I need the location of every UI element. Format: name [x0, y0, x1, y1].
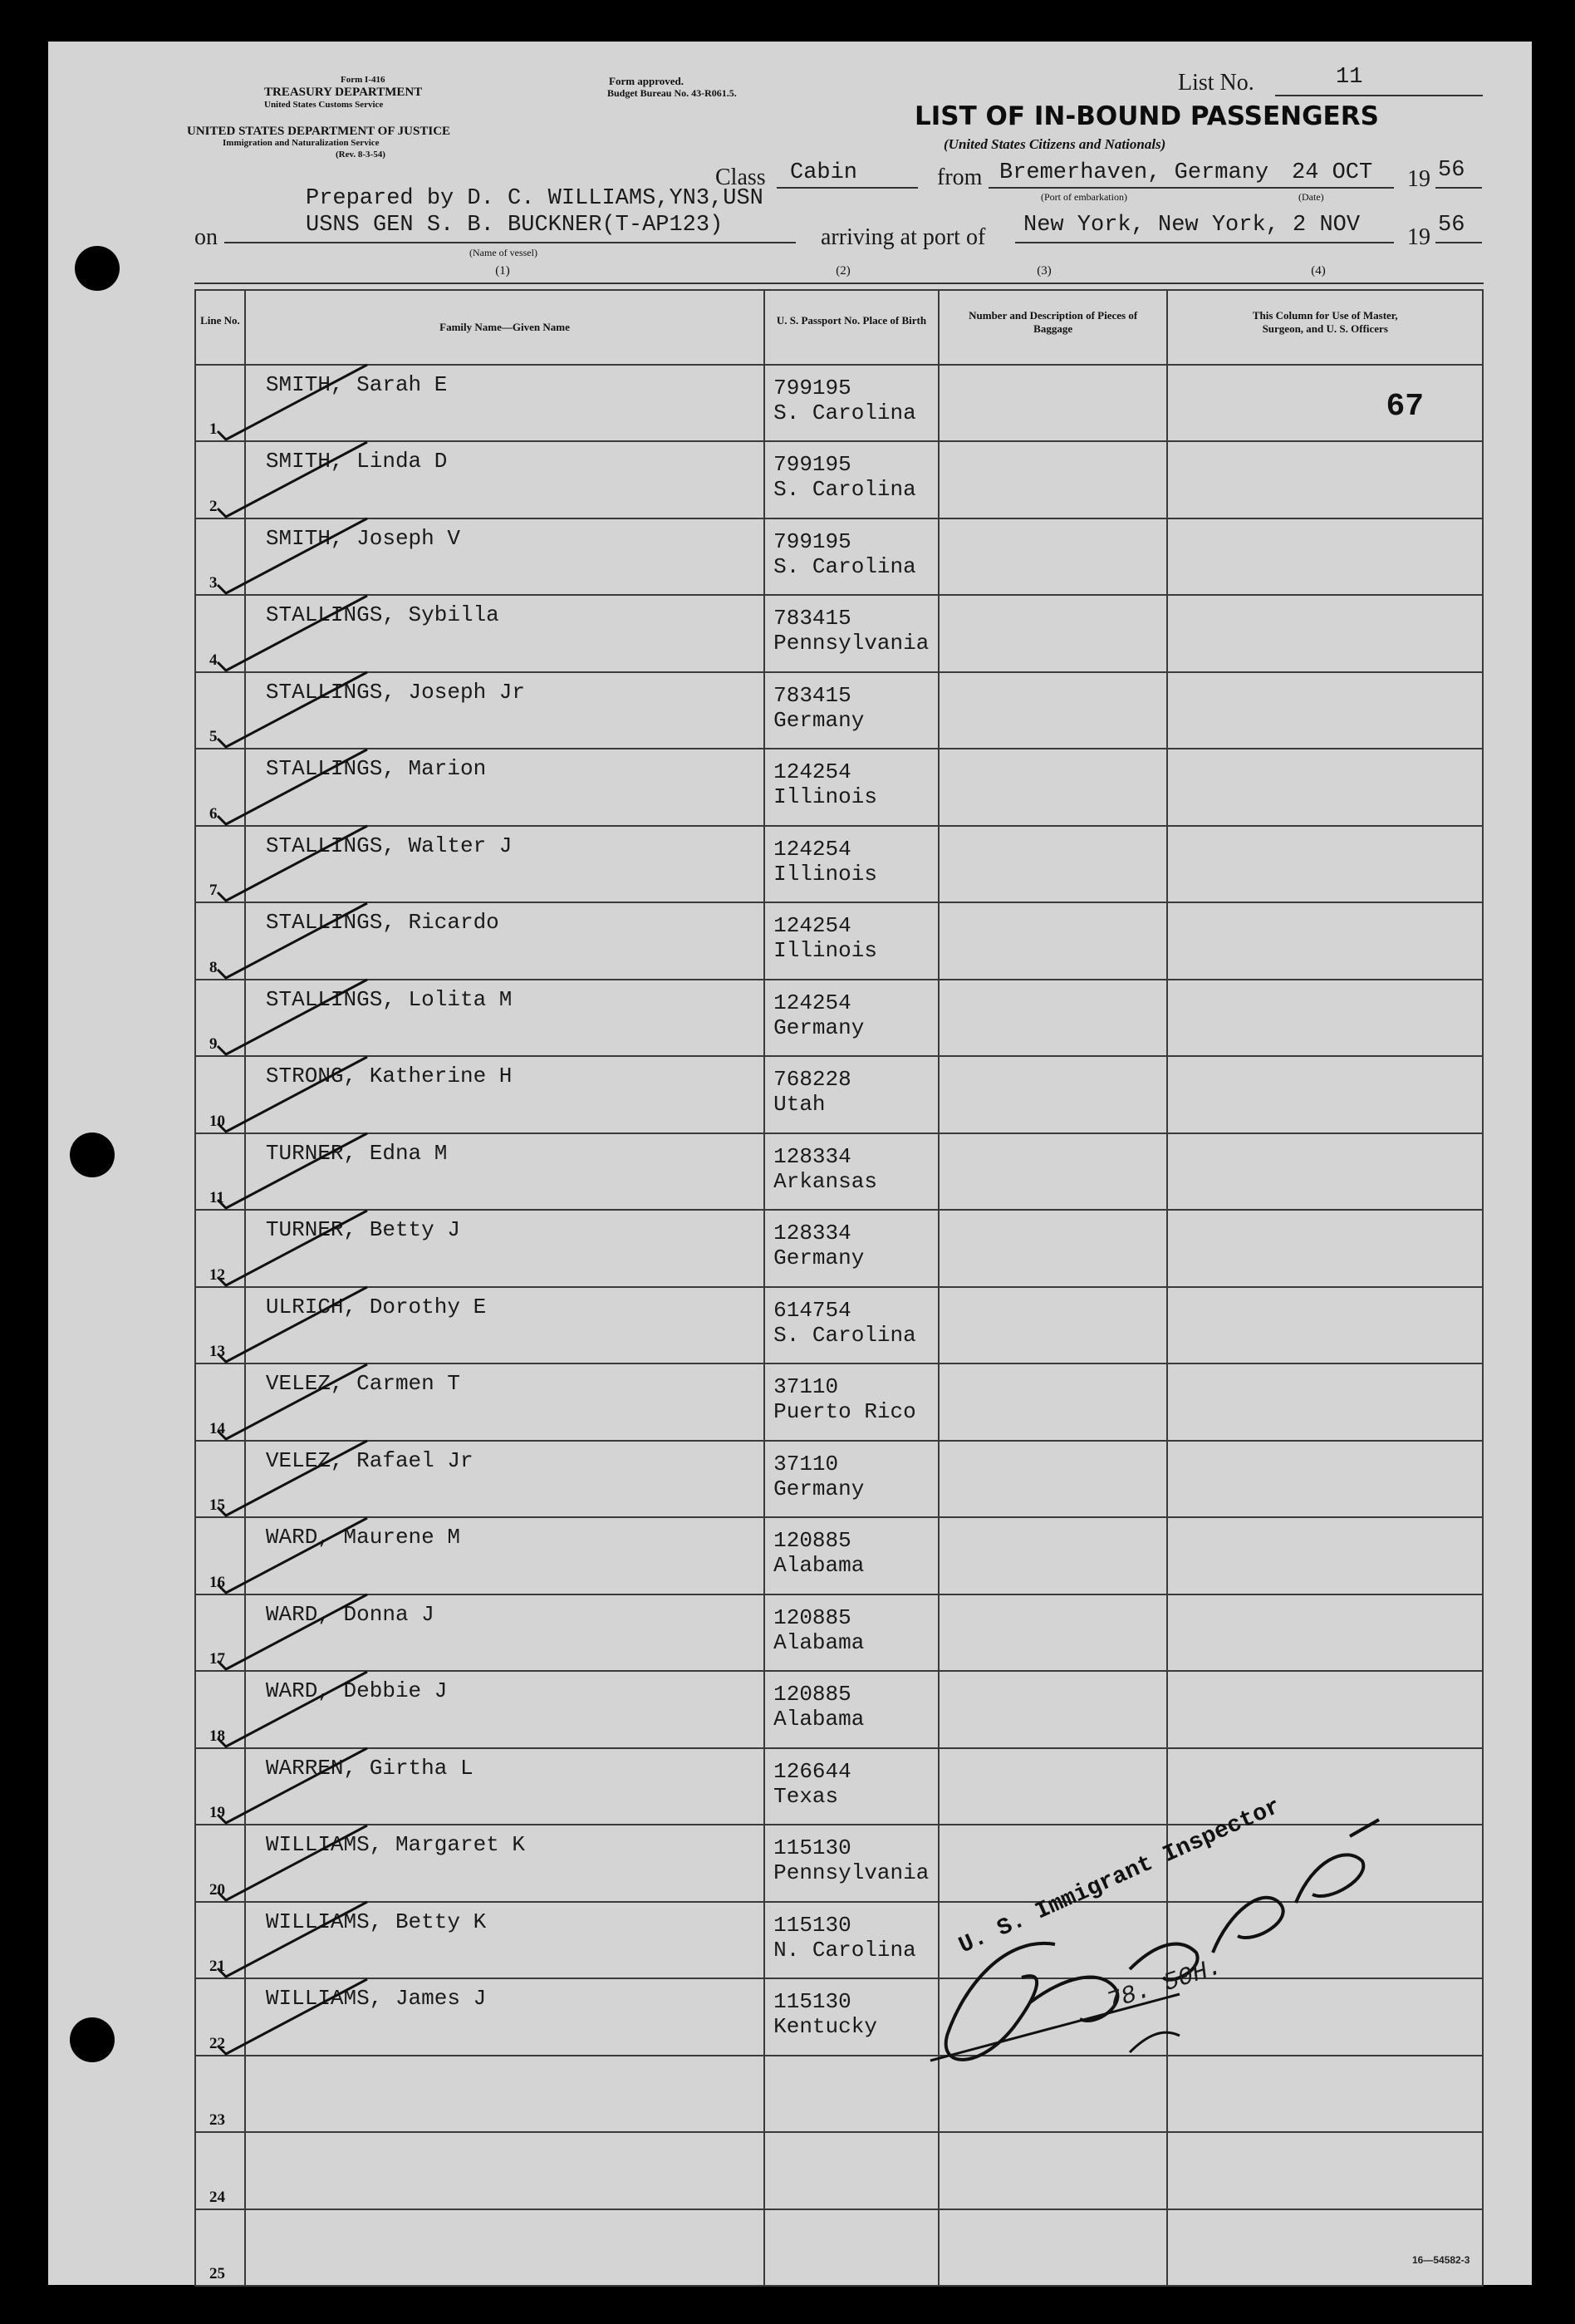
baggage-cell: [939, 902, 1168, 980]
passport-cell: [764, 1133, 939, 1210]
passenger-name: WILLIAMS, Margaret K: [265, 1832, 525, 1857]
passenger-name: VELEZ, Carmen T: [265, 1371, 460, 1396]
punch-hole: [75, 246, 120, 291]
name-cell: [245, 1133, 764, 1210]
line-number: 18: [209, 1727, 225, 1745]
officer-cell: [1167, 902, 1483, 980]
officer-cell: [1167, 1363, 1483, 1441]
passenger-name: WARD, Debbie J: [265, 1678, 448, 1703]
form-number: Form I-416: [341, 75, 385, 85]
passenger-name: WARREN, Girtha L: [265, 1756, 473, 1781]
document-title: LIST OF IN-BOUND PASSENGERS: [915, 101, 1379, 131]
table-row: [195, 672, 1483, 749]
passenger-name: STALLINGS, Walter J: [265, 833, 513, 858]
line-no-cell: [195, 1441, 245, 1517]
baggage-cell: [939, 980, 1168, 1056]
line-number: 15: [209, 1496, 225, 1514]
passport-number: 799195: [773, 452, 851, 477]
place-of-birth: Pennsylvania: [773, 631, 930, 656]
place-of-birth: S. Carolina: [773, 554, 916, 579]
line-no-cell: [195, 1056, 245, 1133]
class-line: [777, 187, 918, 189]
arrival-year: 56: [1438, 213, 1465, 238]
name-cell: [245, 1056, 764, 1133]
passport-number: 124254: [773, 913, 851, 938]
passport-cell: [764, 441, 939, 518]
table-row: [195, 1056, 1483, 1133]
place-of-birth: Alabama: [773, 1707, 865, 1732]
passport-cell: [764, 595, 939, 672]
name-cell: [245, 672, 764, 749]
passport-cell: [764, 365, 939, 441]
port-caption: (Port of embarkation): [1041, 191, 1127, 203]
prepared-by: Prepared by D. C. WILLIAMS,YN3,USN: [306, 186, 763, 211]
line-no-cell: [195, 1363, 245, 1441]
list-no-label: List No.: [1178, 70, 1254, 96]
passenger-name: TURNER, Edna M: [265, 1141, 448, 1166]
baggage-cell: [939, 595, 1168, 672]
passenger-name: SMITH, Sarah E: [265, 372, 448, 397]
vessel-name: USNS GEN S. B. BUCKNER(T-AP123): [306, 213, 724, 238]
col-num-2: (2): [836, 264, 851, 278]
table-row: [195, 902, 1483, 980]
place-of-birth: Illinois: [773, 784, 877, 809]
officer-cell: [1167, 672, 1483, 749]
name-cell: [245, 1902, 764, 1978]
baggage-cell: [939, 1517, 1168, 1594]
col-num-4: (4): [1311, 264, 1326, 278]
place-of-birth: Arkansas: [773, 1169, 877, 1194]
line-number: 17: [209, 1650, 225, 1668]
baggage-cell: [939, 1210, 1168, 1287]
col-header-name: Family Name—Given Name: [245, 290, 764, 365]
officer-cell: [1167, 365, 1483, 441]
place-of-birth: Pennsylvania: [773, 1860, 930, 1885]
name-cell: [245, 2056, 764, 2132]
passport-cell: [764, 672, 939, 749]
name-cell: [245, 902, 764, 980]
line-no-cell: [195, 749, 245, 826]
line-no-cell: [195, 1978, 245, 2056]
name-cell: [245, 2132, 764, 2209]
line-number: 5: [209, 728, 218, 745]
passport-cell: [764, 1517, 939, 1594]
name-cell: [245, 1210, 764, 1287]
arrival-year-line: [1435, 242, 1482, 243]
line-number: 24: [209, 2189, 225, 2206]
header-rule: [194, 283, 1484, 284]
revision: (Rev. 8-3-54): [336, 150, 385, 160]
line-no-cell: [195, 2132, 245, 2209]
passport-number: 128334: [773, 1144, 851, 1169]
line-number: 25: [209, 2265, 225, 2282]
line-number: 22: [209, 2035, 225, 2052]
table-row: [195, 1441, 1483, 1517]
passport-number: 783415: [773, 606, 851, 631]
officer-cell: [1167, 1594, 1483, 1671]
line-no-cell: [195, 1287, 245, 1363]
passenger-name: SMITH, Joseph V: [265, 526, 460, 551]
passport-cell: [764, 1056, 939, 1133]
officer-cell: [1167, 1133, 1483, 1210]
line-no-cell: [195, 826, 245, 902]
passport-number: 120885: [773, 1682, 851, 1707]
line-no-cell: [195, 2209, 245, 2286]
baggage-cell: [939, 672, 1168, 749]
line-no-cell: [195, 1210, 245, 1287]
place-of-birth: Illinois: [773, 862, 877, 887]
baggage-cell: [939, 1441, 1168, 1517]
table-row: [195, 1287, 1483, 1363]
baggage-cell: [939, 365, 1168, 441]
arrival-line: [1015, 242, 1394, 243]
place-of-birth: Illinois: [773, 938, 877, 963]
line-number: 8: [209, 959, 218, 976]
line-number: 6: [209, 805, 218, 823]
line-no-cell: [195, 1133, 245, 1210]
passport-number: 614754: [773, 1298, 851, 1323]
officer-cell: [1167, 518, 1483, 595]
officer-cell: [1167, 595, 1483, 672]
baggage-cell: [939, 518, 1168, 595]
budget: Budget Bureau No. 43-R061.5.: [607, 87, 737, 99]
name-cell: [245, 1287, 764, 1363]
passport-number: 799195: [773, 529, 851, 554]
from-line: [989, 187, 1394, 189]
place-of-birth: N. Carolina: [773, 1938, 916, 1963]
inspector-stamp: U. S. Immigrant Inspector: [955, 1794, 1285, 1960]
officer-note: 67: [1386, 389, 1425, 425]
baggage-cell: [939, 1287, 1168, 1363]
place-of-birth: Alabama: [773, 1630, 865, 1655]
line-no-cell: [195, 980, 245, 1056]
place-of-birth: Puerto Rico: [773, 1399, 916, 1424]
line-number: 13: [209, 1343, 225, 1360]
line-no-cell: [195, 1825, 245, 1902]
justice: UNITED STATES DEPARTMENT OF JUSTICE: [187, 125, 451, 138]
passenger-name: STALLINGS, Sybilla: [265, 602, 499, 627]
table-row: [195, 518, 1483, 595]
table-row: [195, 1517, 1483, 1594]
from-label: from: [937, 165, 983, 190]
year-prefix: 19: [1407, 166, 1430, 192]
passenger-name: SMITH, Linda D: [265, 449, 448, 474]
officer-cell: [1167, 1517, 1483, 1594]
passenger-name: STALLINGS, Lolita M: [265, 987, 513, 1012]
punch-hole: [70, 1133, 115, 1177]
place-of-birth: S. Carolina: [773, 1323, 916, 1348]
punch-hole: [70, 2017, 115, 2062]
baggage-cell: [939, 2132, 1168, 2209]
passport-number: 124254: [773, 837, 851, 862]
name-cell: [245, 826, 764, 902]
line-no-cell: [195, 1748, 245, 1825]
inspector-code: 78. 50H.: [1103, 1953, 1226, 2017]
passport-number: 128334: [773, 1221, 851, 1246]
baggage-cell: [939, 826, 1168, 902]
passport-cell: [764, 518, 939, 595]
place-of-birth: Utah: [773, 1092, 826, 1117]
class-label: Class: [715, 165, 766, 190]
officer-cell: [1167, 1210, 1483, 1287]
line-no-cell: [195, 441, 245, 518]
table-row: [195, 980, 1483, 1056]
arriving-label: arriving at port of: [821, 224, 986, 250]
passport-cell: [764, 1210, 939, 1287]
table-row: [195, 1363, 1483, 1441]
line-number: 21: [209, 1958, 225, 1975]
line-number: 4: [209, 651, 218, 669]
passenger-name: STALLINGS, Joseph Jr: [265, 680, 525, 705]
officer-cell: [1167, 980, 1483, 1056]
line-no-cell: [195, 595, 245, 672]
list-no-line: [1275, 95, 1483, 96]
name-cell: [245, 1363, 764, 1441]
place-of-birth: Alabama: [773, 1553, 865, 1578]
line-number: 9: [209, 1035, 218, 1053]
place-of-birth: Kentucky: [773, 2014, 877, 2039]
col-header-officers: This Column for Use of Master, Surgeon, and U. S. Officers: [1167, 290, 1483, 365]
baggage-cell: [939, 441, 1168, 518]
line-number: 1: [209, 420, 218, 438]
baggage-cell: [939, 2209, 1168, 2286]
passport-cell: [764, 749, 939, 826]
table-row: [195, 595, 1483, 672]
line-no-cell: [195, 518, 245, 595]
passenger-name: WILLIAMS, Betty K: [265, 1909, 487, 1934]
line-no-cell: [195, 365, 245, 441]
passport-cell: [764, 826, 939, 902]
line-no-cell: [195, 1517, 245, 1594]
line-number: 10: [209, 1113, 225, 1130]
line-number: 7: [209, 882, 218, 899]
arrival-port: New York, New York, 2 NOV: [1023, 213, 1361, 238]
name-cell: [245, 1594, 764, 1671]
from-value: Bremerhaven, Germany: [999, 160, 1269, 185]
table-header-row: [195, 290, 1483, 365]
place-of-birth: S. Carolina: [773, 400, 916, 425]
name-cell: [245, 2209, 764, 2286]
table-row: [195, 1671, 1483, 1748]
passenger-name: STRONG, Katherine H: [265, 1064, 513, 1088]
officer-cell: [1167, 1671, 1483, 1748]
passport-number: 115130: [773, 1835, 851, 1860]
on-label: on: [194, 224, 218, 250]
date-value: 24 OCT: [1292, 160, 1373, 185]
passport-number: 115130: [773, 1913, 851, 1938]
passport-number: 124254: [773, 990, 851, 1015]
passenger-name: WARD, Maurene M: [265, 1525, 460, 1550]
table-row: [195, 749, 1483, 826]
officer-cell: [1167, 1441, 1483, 1517]
year-line: [1435, 187, 1482, 189]
baggage-cell: [939, 1594, 1168, 1671]
line-no-cell: [195, 2056, 245, 2132]
place-of-birth: Germany: [773, 1246, 865, 1270]
passport-number: 768228: [773, 1067, 851, 1092]
agency-sub: United States Customs Service: [264, 100, 384, 110]
passport-cell: [764, 980, 939, 1056]
place-of-birth: Texas: [773, 1784, 839, 1809]
passport-number: 124254: [773, 759, 851, 784]
passport-number: 783415: [773, 683, 851, 708]
passenger-name: TURNER, Betty J: [265, 1217, 460, 1242]
col-header-baggage: Number and Description of Pieces of Baggage: [939, 290, 1168, 365]
passport-number: 115130: [773, 1989, 851, 2014]
passport-number: 120885: [773, 1528, 851, 1553]
place-of-birth: Germany: [773, 708, 865, 733]
name-cell: [245, 365, 764, 441]
line-number: 12: [209, 1266, 225, 1284]
passenger-name: WARD, Donna J: [265, 1602, 434, 1627]
line-number: 16: [209, 1574, 225, 1591]
line-number: 23: [209, 2111, 225, 2129]
name-cell: [245, 441, 764, 518]
passport-number: 126644: [773, 1759, 851, 1784]
table-row: [195, 1594, 1483, 1671]
passport-cell: [764, 2209, 939, 2286]
name-cell: [245, 1441, 764, 1517]
table-row: [195, 1210, 1483, 1287]
baggage-cell: [939, 749, 1168, 826]
passenger-name: WILLIAMS, James J: [265, 1986, 487, 2011]
col-num-3: (3): [1037, 264, 1052, 278]
passport-cell: [764, 1441, 939, 1517]
name-cell: [245, 1671, 764, 1748]
passenger-name: VELEZ, Rafael Jr: [265, 1448, 473, 1473]
print-code: 16—54582-3: [1412, 2254, 1470, 2266]
table-row: [195, 826, 1483, 902]
line-number: 20: [209, 1881, 225, 1899]
passport-cell: [764, 1287, 939, 1363]
col-header-line-no: Line No.: [195, 290, 245, 365]
table-row: [195, 2132, 1483, 2209]
officer-cell: [1167, 1287, 1483, 1363]
name-cell: [245, 749, 764, 826]
line-no-cell: [195, 1671, 245, 1748]
name-cell: [245, 980, 764, 1056]
name-cell: [245, 1517, 764, 1594]
line-number: 3: [209, 574, 218, 592]
baggage-cell: [939, 1363, 1168, 1441]
table-row: [195, 2209, 1483, 2286]
passport-number: 799195: [773, 376, 851, 400]
table-row: [195, 1133, 1483, 1210]
line-no-cell: [195, 672, 245, 749]
passport-cell: [764, 1363, 939, 1441]
date-caption: (Date): [1298, 191, 1324, 203]
passport-cell: [764, 1594, 939, 1671]
col-num-1: (1): [495, 264, 510, 278]
line-no-cell: [195, 1594, 245, 1671]
officer-cell: [1167, 749, 1483, 826]
officer-cell: [1167, 826, 1483, 902]
vessel-caption: (Name of vessel): [469, 247, 537, 258]
baggage-cell: [939, 1056, 1168, 1133]
place-of-birth: S. Carolina: [773, 477, 916, 502]
passport-number: 120885: [773, 1605, 851, 1630]
place-of-birth: Germany: [773, 1015, 865, 1040]
passenger-name: STALLINGS, Marion: [265, 756, 487, 781]
agency: TREASURY DEPARTMENT: [264, 86, 423, 99]
year-value: 56: [1438, 158, 1465, 183]
col-header-passport: U. S. Passport No. Place of Birth: [764, 290, 939, 365]
passport-cell: [764, 902, 939, 980]
line-number: 2: [209, 498, 218, 515]
vessel-line: [224, 242, 796, 243]
passport-number: 37110: [773, 1452, 839, 1476]
approval: Form approved.: [609, 75, 684, 87]
table-row: [195, 441, 1483, 518]
justice-sub: Immigration and Naturalization Service: [223, 138, 380, 148]
table-row: [195, 365, 1483, 441]
line-number: 11: [209, 1189, 224, 1206]
line-no-cell: [195, 902, 245, 980]
list-no-value: 11: [1336, 65, 1363, 90]
name-cell: [245, 595, 764, 672]
place-of-birth: Germany: [773, 1476, 865, 1501]
line-number: 14: [209, 1420, 225, 1437]
name-cell: [245, 1748, 764, 1825]
name-cell: [245, 1825, 764, 1902]
document-subtitle: (United States Citizens and Nationals): [944, 136, 1166, 152]
passenger-name: ULRICH, Dorothy E: [265, 1295, 487, 1319]
baggage-cell: [939, 1671, 1168, 1748]
officer-cell: [1167, 2132, 1483, 2209]
arrival-year-prefix: 19: [1407, 224, 1430, 250]
line-number: 19: [209, 1804, 225, 1821]
name-cell: [245, 518, 764, 595]
passport-number: 37110: [773, 1374, 839, 1399]
passenger-name: STALLINGS, Ricardo: [265, 910, 499, 935]
line-no-cell: [195, 1902, 245, 1978]
baggage-cell: [939, 1133, 1168, 1210]
passport-cell: [764, 2132, 939, 2209]
officer-cell: [1167, 2209, 1483, 2286]
officer-cell: [1167, 1056, 1483, 1133]
passport-cell: [764, 1671, 939, 1748]
name-cell: [245, 1978, 764, 2056]
officer-cell: [1167, 441, 1483, 518]
class-value: Cabin: [790, 160, 858, 185]
